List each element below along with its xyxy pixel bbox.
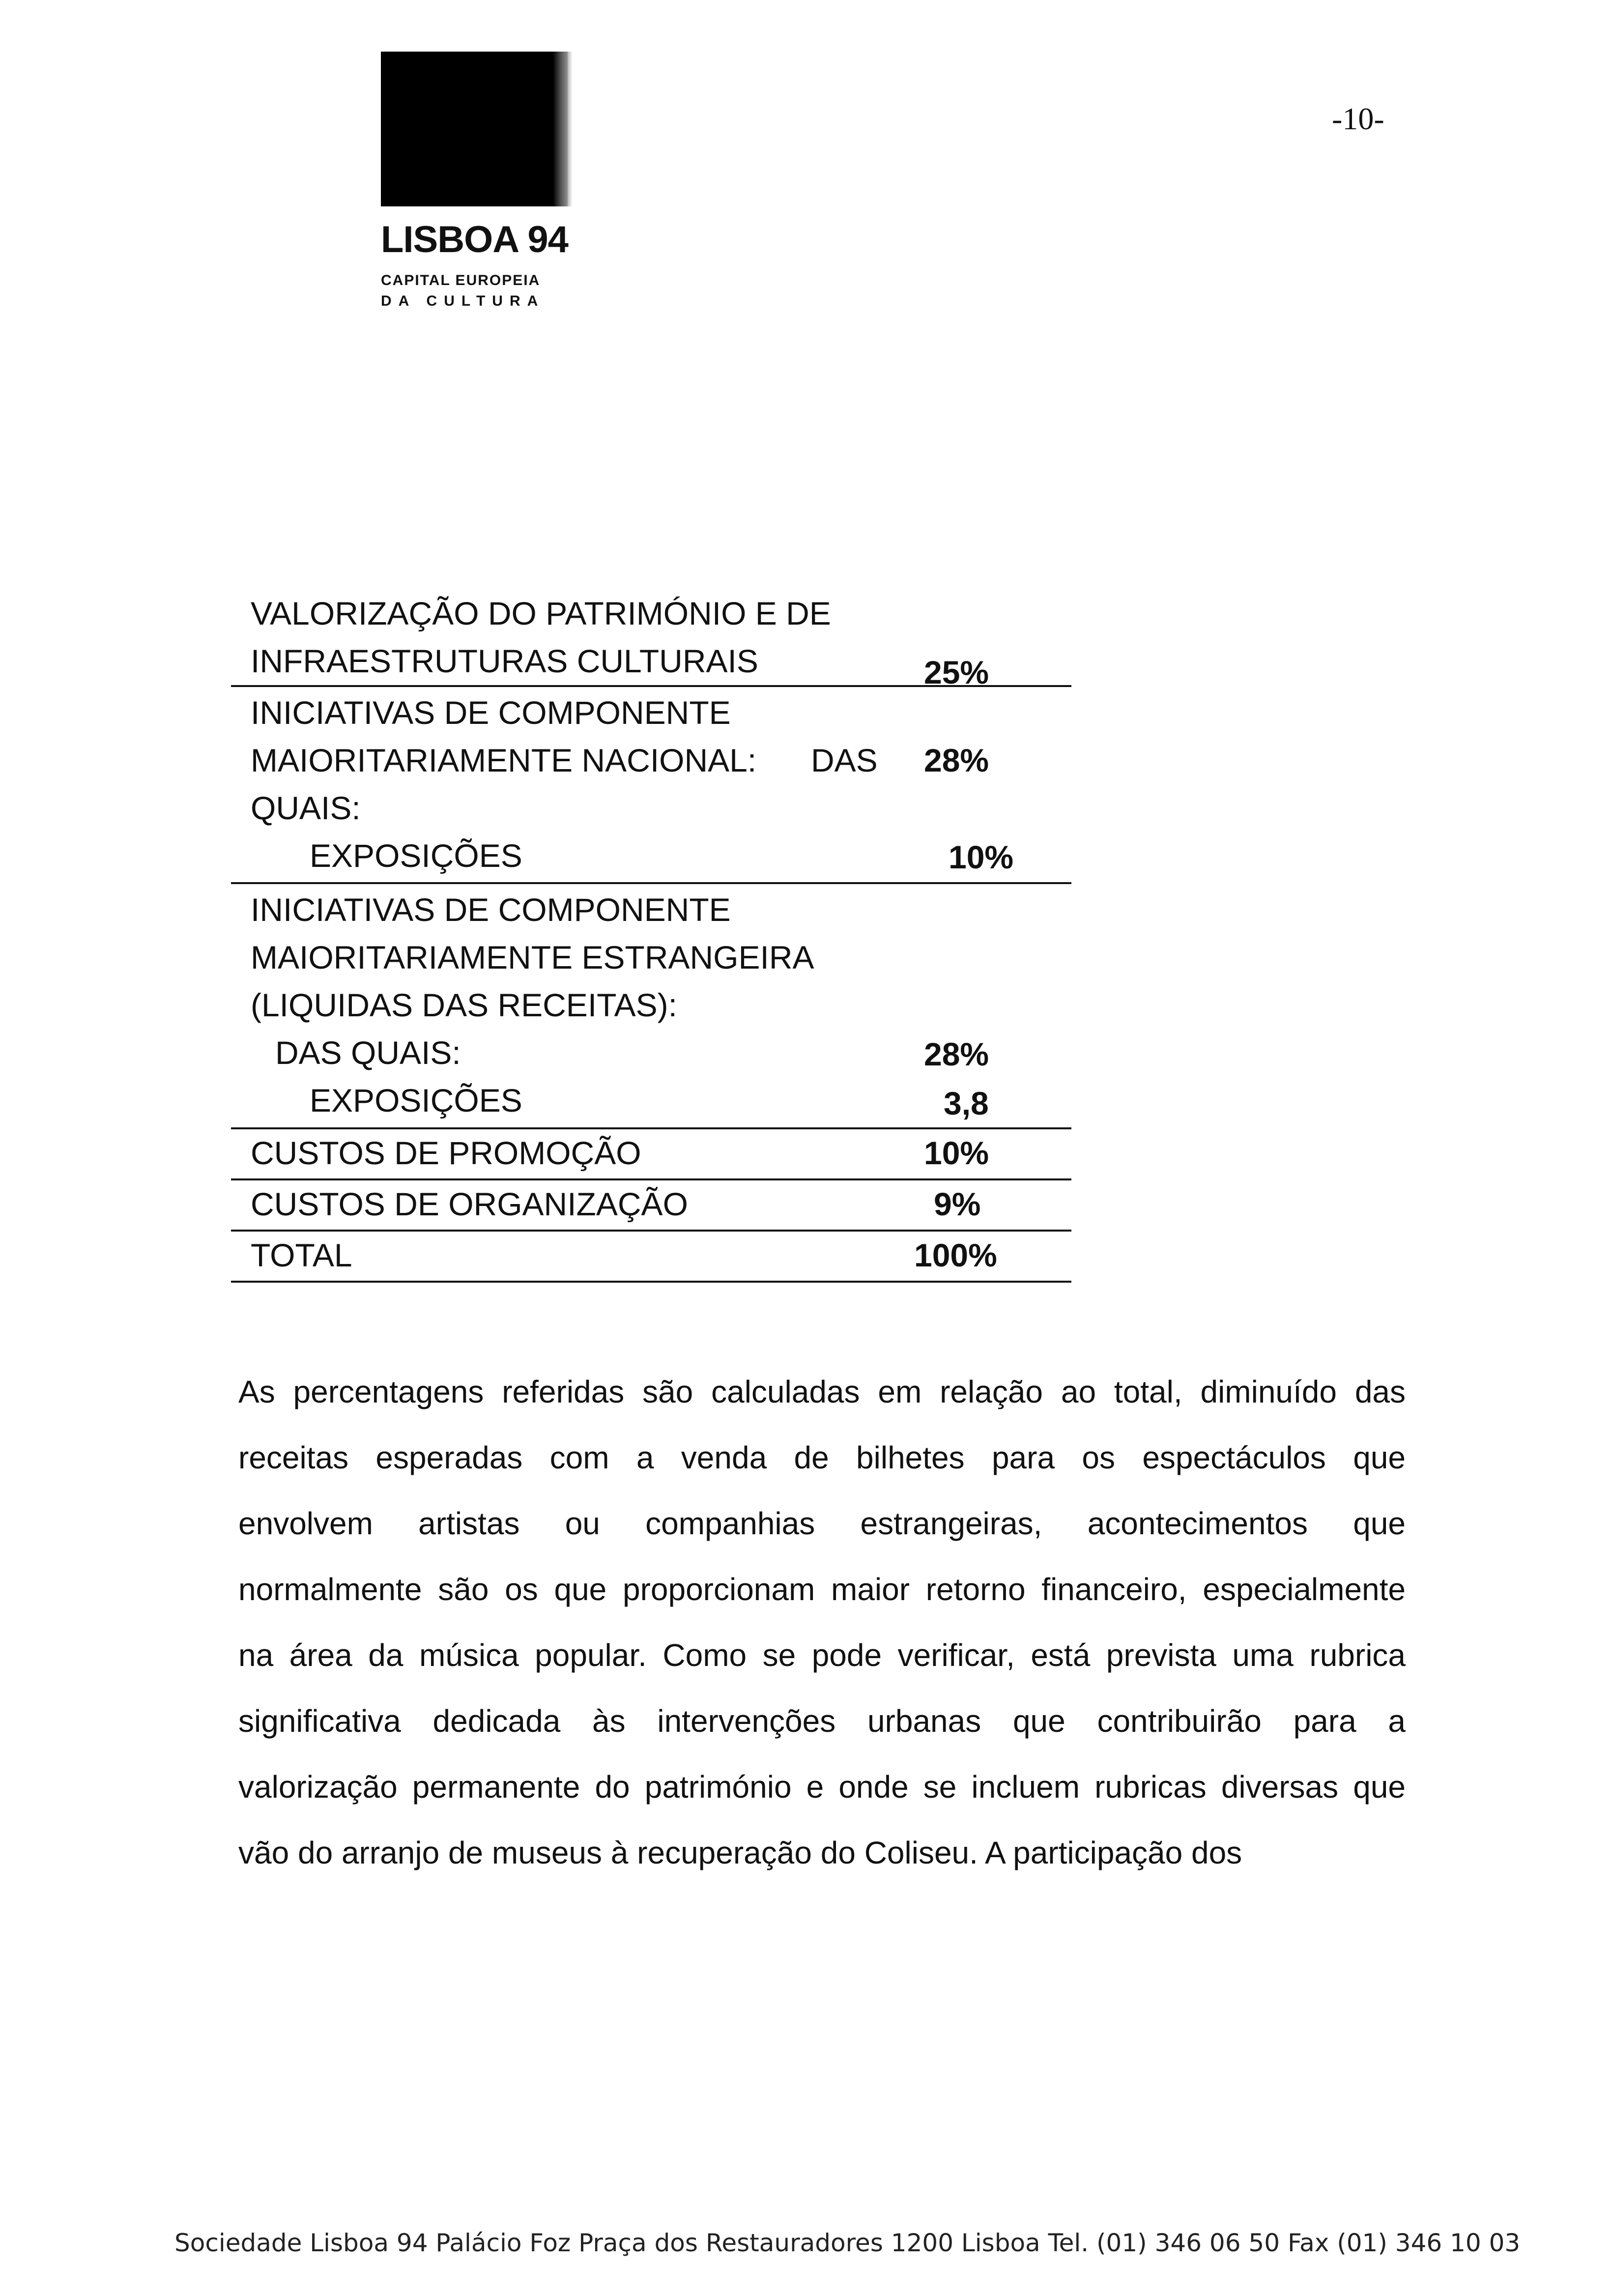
row-value: 25% — [924, 654, 989, 690]
row-label-line: INICIATIVAS DE COMPONENTE — [251, 694, 731, 731]
paragraph-line: valorização permanente do património e onde se incluem rubricas diversas que — [238, 1769, 1406, 1805]
logo-name: LISBOA 94 — [381, 219, 568, 260]
row-label-line: EXPOSIÇÕES — [310, 1082, 522, 1119]
row-label-line: QUAIS: — [251, 790, 361, 826]
row-label-line: MAIORITARIAMENTE NACIONAL: — [251, 742, 757, 778]
lisboa94-logo — [381, 52, 617, 309]
row-value: 28% — [924, 1036, 989, 1072]
footer-address: Sociedade Lisboa 94 Palácio Foz Praça dos Restauradores 1200 Lisboa Tel. (01) 346 06 50 Fax (01) 346 10 03 — [174, 2229, 1521, 2257]
table-row — [231, 1180, 1071, 1232]
row-value: 100% — [914, 1237, 997, 1273]
paragraph-line: significativa dedicada às intervenções urbanas que contribuirão para a — [238, 1703, 1406, 1739]
paragraph-line: vão do arranjo de museus à recuperação do Coliseu. A participação dos — [238, 1835, 1242, 1870]
row-label-line: INFRAESTRUTURAS CULTURAIS — [251, 643, 758, 679]
table-row — [231, 687, 1071, 884]
row-label-line: CUSTOS DE PROMOÇÃO — [251, 1135, 641, 1171]
table-row — [231, 884, 1071, 1129]
row-label-line: DAS QUAIS: — [275, 1034, 461, 1071]
logo-subtitle-2: DA CULTURA — [381, 293, 545, 309]
paragraph-line: envolvem artistas ou companhias estrangeiras, acontecimentos que — [238, 1506, 1406, 1541]
row-das-word: DAS — [811, 742, 878, 778]
paragraph-line: normalmente são os que proporcionam maior retorno financeiro, especialmente — [238, 1572, 1406, 1607]
budget-table — [231, 590, 1071, 1283]
row-label-line: (LIQUIDAS DAS RECEITAS): — [251, 987, 677, 1023]
logo-black-square — [381, 52, 568, 206]
table-row — [231, 1129, 1071, 1180]
table-row — [231, 590, 1071, 690]
row-value: 28% — [924, 742, 989, 778]
paragraph-line: As percentagens referidas são calculadas em relação ao total, diminuído das — [238, 1374, 1406, 1409]
table-row — [231, 1232, 1071, 1283]
row-value: 10% — [949, 839, 1014, 875]
paragraph-line: na área da música popular. Como se pode verificar, está prevista uma rubrica — [238, 1637, 1406, 1673]
row-label-line: MAIORITARIAMENTE ESTRANGEIRA — [251, 939, 814, 976]
row-label-line: TOTAL — [251, 1237, 352, 1273]
row-label-line: EXPOSIÇÕES — [310, 837, 522, 874]
page-number: -10- — [1332, 101, 1384, 136]
row-label-line: VALORIZAÇÃO DO PATRIMÓNIO E DE — [251, 595, 831, 631]
row-value: 3,8 — [944, 1085, 989, 1121]
logo-subtitle-1: CAPITAL EUROPEIA — [381, 272, 541, 288]
row-label-line: CUSTOS DE ORGANIZAÇÃO — [251, 1186, 688, 1222]
row-value: 10% — [924, 1135, 989, 1171]
body-paragraph — [238, 1359, 1406, 1886]
row-value: 9% — [934, 1186, 981, 1222]
paragraph-line: receitas esperadas com a venda de bilhetes para os espectáculos que — [238, 1440, 1406, 1475]
row-label-line: INICIATIVAS DE COMPONENTE — [251, 891, 731, 928]
